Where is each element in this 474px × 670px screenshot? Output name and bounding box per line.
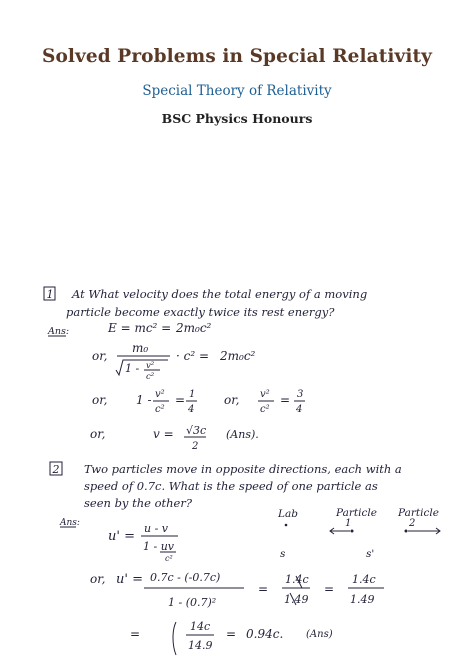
quarter-denominator: 4 — [188, 404, 195, 415]
frame-s-prime-label: s' — [366, 548, 375, 560]
v-squared-1: v² — [146, 361, 155, 371]
denominator-two: 2 — [192, 441, 199, 452]
eq1-right: 2m₀c² — [176, 321, 212, 335]
equals-quarter: = — [175, 393, 186, 407]
quarter-numerator: 1 — [189, 389, 196, 400]
root3-c: √3c — [186, 424, 207, 437]
one-minus-2: 1 - — [136, 393, 152, 407]
final-result: 0.94c. — [246, 627, 284, 641]
question-1-number: 1 — [46, 288, 54, 301]
three-quarter-denominator: 4 — [296, 404, 303, 415]
final-equals: = — [130, 627, 141, 641]
fraction-3-denominator: 14.9 — [188, 639, 213, 652]
answer-1-label: Ans: — [48, 326, 70, 337]
question-1-line-1: At What velocity does the total energy of a moving — [72, 287, 368, 301]
particle-1-number: 1 — [345, 518, 352, 529]
question-2-line-1: Two particles move in opposite directions, each with a — [84, 462, 402, 476]
or-3: or, — [224, 393, 240, 407]
particle-2-number: 2 — [409, 518, 416, 529]
answer-1-tag: (Ans). — [226, 428, 259, 441]
answer-2-tag: (Ans) — [306, 629, 333, 640]
question-1-line-2: particle become exactly twice its rest energy? — [66, 305, 335, 319]
fraction-2-numerator: 1.4c — [352, 573, 376, 586]
question-2-number: 2 — [52, 463, 60, 476]
one-minus-uv: 1 - uv — [143, 540, 175, 553]
sqrt-symbol-1 — [116, 360, 168, 375]
c-squared-1: c² — [146, 372, 155, 382]
document-title: Solved Problems in Special Relativity — [41, 46, 433, 67]
u-prime-formula-left: u' = — [108, 529, 135, 544]
or-5: or, — [90, 572, 106, 586]
frame-s-label: s — [280, 548, 286, 560]
eq2-right: 2m₀c² — [220, 349, 256, 363]
particle-2-label: Particle — [398, 507, 439, 519]
fraction-1-numerator: 1.4c — [285, 573, 309, 586]
u-prime-2: u' = — [116, 572, 143, 587]
or-4: or, — [90, 427, 106, 441]
particle-2-dot — [405, 530, 408, 533]
v-squared-2: v² — [155, 389, 165, 400]
equals-c: = — [226, 627, 237, 641]
c-squared-2: c² — [155, 404, 165, 415]
v-squared-3: v² — [260, 389, 270, 400]
particle-1-label: Particle — [336, 507, 377, 519]
question-2-line-2: speed of 0.7c. What is the speed of one particle as — [84, 479, 378, 493]
particle-1-dot — [351, 530, 354, 533]
sqrt-one-minus: 1 - — [125, 362, 140, 375]
fraction-1-denominator: 1.49 — [284, 593, 309, 606]
lab-label: Lab — [278, 508, 298, 520]
or-2: or, — [92, 393, 108, 407]
equals-a: = — [258, 582, 269, 596]
equals-b: = — [324, 582, 335, 596]
numerator-difference: 0.7c - (-0.7c) — [150, 571, 221, 584]
c-squared-3: c² — [260, 404, 270, 415]
c-squared-4: c² — [165, 554, 173, 563]
equals-three-quarter: = — [280, 393, 291, 407]
eq1-left: E = mc² = — [108, 321, 172, 335]
denominator-expression: 1 - (0.7)² — [168, 596, 217, 609]
fraction-2-denominator: 1.49 — [350, 593, 375, 606]
three-quarter-numerator: 3 — [297, 389, 304, 400]
v-equals: v = — [153, 427, 174, 441]
fraction-numerator-m0: m₀ — [132, 341, 149, 355]
document-subtitle: Special Theory of Relativity — [142, 83, 332, 99]
question-2-line-3: seen by the other? — [84, 496, 192, 510]
answer-2-label: Ans: — [60, 518, 80, 528]
bracket-mark — [173, 622, 176, 655]
lab-dot — [285, 524, 288, 527]
times-c-squared: · c² = — [176, 349, 210, 363]
or-1: or, — [92, 349, 108, 363]
course-name: BSC Physics Honours — [161, 111, 313, 126]
fraction-3-numerator: 14c — [190, 620, 211, 633]
u-minus-v: u - v — [144, 522, 169, 535]
